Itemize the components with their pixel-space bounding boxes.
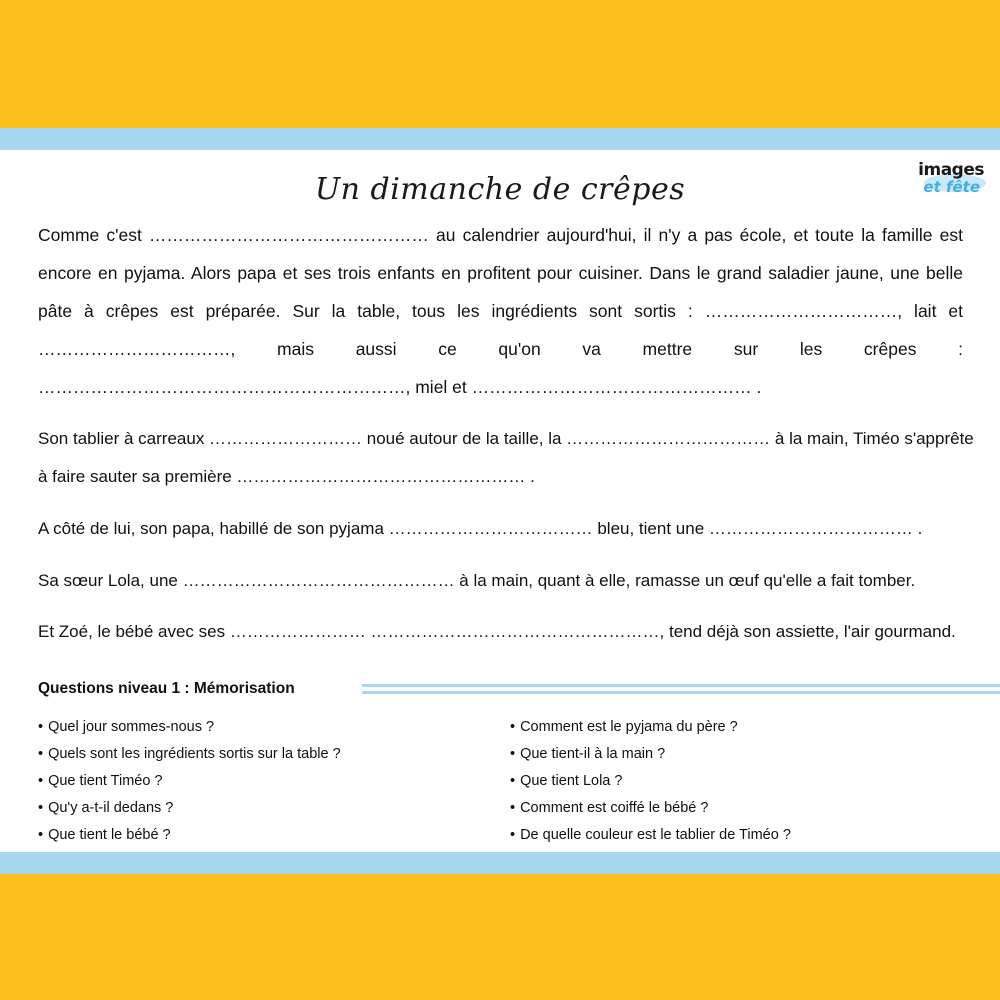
questions-right-list bbox=[510, 714, 791, 849]
logo-text-et-fete: et fête bbox=[923, 178, 980, 196]
text-line-5: Et Zoé, le bébé avec ses …………………… ……………………………………………, tend déjà son assiette, l'air gourmand. bbox=[38, 622, 956, 641]
question-item: • Que tient Timéo ? bbox=[38, 768, 341, 795]
text-line-4: Sa sœur Lola, une ………………………………………… à la main, quant à elle, ramasse un œuf qu'elle a fait tomber. bbox=[38, 571, 916, 590]
question-item: • Que tient Lola ? bbox=[510, 768, 791, 795]
text-line-1: Son tablier à carreaux ……………………… noué autour de la taille, la ……………………………… à la main, Timéo s'apprête bbox=[38, 429, 974, 448]
questions-left-list bbox=[38, 714, 341, 849]
question-item: • Qu'y a-t-il dedans ? bbox=[38, 795, 341, 822]
question-item: • Que tient-il à la main ? bbox=[510, 741, 791, 768]
question-item: • Quels sont les ingrédients sortis sur la table ? bbox=[38, 741, 341, 768]
bottom-blue-band bbox=[0, 852, 1000, 874]
question-item: • Que tient le bébé ? bbox=[38, 822, 341, 849]
paragraph-1: Comme c'est ………………………………………… au calendrier aujourd'hui, il n'y a pas école, et toute la famille est encore en pyjama. Alors papa et ses trois enfants en profitent pour cuisiner. Dans le grand saladier jaune, une belle pâte à crêpes est préparée. Sur la table, tous les ingrédients sont sortis : ……………………………, lait et ……………………………, mais aussi ce qu'on va mettre sur les crêpes : ………………………………………………………, miel et ………………………………………… . bbox=[38, 225, 963, 397]
questions-heading-rule bbox=[362, 684, 1000, 696]
question-item: • De quelle couleur est le tablier de Timéo ? bbox=[510, 822, 791, 849]
page-title: Un dimanche de crêpes bbox=[314, 172, 686, 207]
question-item: • Quel jour sommes-nous ? bbox=[38, 714, 341, 741]
text-line-2: à faire sauter sa première …………………………………………… . bbox=[38, 467, 535, 486]
top-blue-band bbox=[0, 128, 1000, 150]
worksheet bbox=[0, 150, 1000, 852]
question-item: • Comment est coiffé le bébé ? bbox=[510, 795, 791, 822]
text-line-3: A côté de lui, son papa, habillé de son pyjama ……………………………… bleu, tient une ……………………………… . bbox=[38, 519, 923, 538]
logo-text-images: images bbox=[918, 160, 984, 180]
questions-heading: Questions niveau 1 : Mémorisation bbox=[38, 680, 295, 697]
question-item: • Comment est le pyjama du père ? bbox=[510, 714, 791, 741]
